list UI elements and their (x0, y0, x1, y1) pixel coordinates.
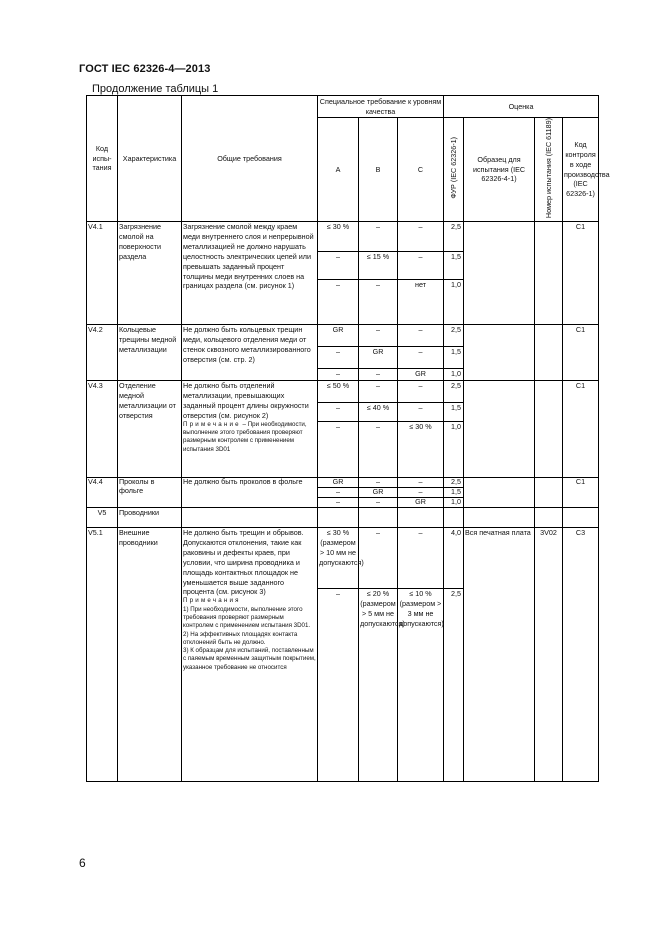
v41-r3-b: – (359, 280, 398, 325)
v51-r2-b: ≤ 20 % (размером > 5 мм не допускаются) (359, 589, 398, 782)
v44-characteristic: Проколы в фольге (118, 478, 182, 508)
v42-r2-fur: 1,5 (444, 347, 464, 369)
head-level-a: A (318, 118, 359, 222)
v41-requirement: Загрязнение смолой между краем меди внутреннего слоя и непрерывной металлизацией не должно нарушать целостность электрических цепей или превышать заданный процент толщины меди внутренних слоев на границах раздела (см. рисунок 1) (182, 222, 318, 325)
v43-r3-c: ≤ 30 % (398, 422, 444, 478)
v41-r3-fur: 1,0 (444, 280, 464, 325)
head-sample: Образец для испытания (IEC 62326-4-1) (464, 118, 535, 222)
v43-characteristic: Отделение медной металлизации от отверстия (118, 381, 182, 478)
v41-r3-c: нет (398, 280, 444, 325)
v51-r2-c: ≤ 10 % (размером > 3 мм не допускаются) (398, 589, 444, 782)
v42-r3-a: – (318, 369, 359, 381)
v43-note-title: Примечание (183, 420, 241, 428)
v51-note-3: 3) К образцам для испытаний, поставленным с паяемым временным защитным покрытием, указанное требование не относится (183, 647, 316, 671)
head-characteristic: Характеристика (118, 96, 182, 222)
v51-code: V5.1 (87, 528, 118, 782)
v42-r1-a: GR (318, 325, 359, 347)
v44-r3-fur: 1,0 (444, 498, 464, 508)
head-control: Код контроля в ходе производства (IEC 62326-1) (563, 118, 599, 222)
v43-code: V4.3 (87, 381, 118, 478)
v41-r2-b: ≤ 15 % (359, 252, 398, 280)
v43-r2-a: – (318, 403, 359, 422)
v51-note-2: 2) На эффективных площадях контакта отклонений быть не должно. (183, 630, 298, 646)
v43-r2-c: – (398, 403, 444, 422)
v44-control: C1 (563, 478, 599, 508)
v51-r1-c: – (398, 528, 444, 589)
document-title: ГОСТ IEC 62326-4—2013 (79, 63, 211, 75)
v42-r3-c: GR (398, 369, 444, 381)
head-level-c: C (398, 118, 444, 222)
v41-code: V4.1 (87, 222, 118, 325)
v41-r1-c: – (398, 222, 444, 252)
v42-r2-b: GR (359, 347, 398, 369)
v43-r1-c: – (398, 381, 444, 403)
v43-requirement (182, 381, 318, 478)
head-general: Общие требования (182, 96, 318, 222)
v42-r1-fur: 2,5 (444, 325, 464, 347)
v51-sample: Вся печатная плата (464, 528, 535, 782)
v44-r2-a: – (318, 488, 359, 498)
v44-code: V4.4 (87, 478, 118, 508)
v5-code: V5 (87, 508, 118, 528)
v42-r3-fur: 1,0 (444, 369, 464, 381)
head-code: Код испы-тания (87, 96, 118, 222)
v41-r2-c: – (398, 252, 444, 280)
v41-r3-a: – (318, 280, 359, 325)
v44-r3-a: – (318, 498, 359, 508)
v51-requirement-text: Не должно быть трещин и обрывов. Допускаются отклонения, такие как раковины и дефекты краев, при условии, что ширина проводника и площадь контактных площадок не уменьшается выше заданного процента (см. рисунок 3) (183, 528, 304, 597)
v43-r3-fur: 1,0 (444, 422, 464, 478)
v44-r1-a: GR (318, 478, 359, 488)
head-fur: ФУР (IEC 62326-1) (449, 137, 459, 199)
head-test-no: Номер испытания (IEC 61189) (544, 118, 554, 219)
v42-r2-a: – (318, 347, 359, 369)
v51-control: C3 (563, 528, 599, 782)
v51-r1-fur: 4,0 (444, 528, 464, 589)
v51-r1-b: – (359, 528, 398, 589)
v41-r1-b: – (359, 222, 398, 252)
v51-note-1: 1) При необходимости, выполнение этого требования проверяют размерным контролем с применением испытания 3D01. (183, 605, 311, 630)
v43-r3-b: – (359, 422, 398, 478)
v43-control: C1 (563, 381, 599, 478)
page-number: 6 (79, 856, 86, 870)
v51-r1-a: ≤ 30 % (размером > 10 мм не допускаются) (318, 528, 359, 589)
v44-r1-c: – (398, 478, 444, 488)
v51-requirement (182, 528, 318, 782)
v44-requirement: Не должно быть проколов в фольге (182, 478, 318, 508)
v51-r2-a: – (318, 589, 359, 782)
v41-r2-a: – (318, 252, 359, 280)
v43-r1-b: – (359, 381, 398, 403)
v44-r2-b: GR (359, 488, 398, 498)
v41-r1-fur: 2,5 (444, 222, 464, 252)
v43-r3-a: – (318, 422, 359, 478)
v41-control: C1 (563, 222, 599, 325)
v51-r2-fur: 2,5 (444, 589, 464, 782)
v42-control: C1 (563, 325, 599, 381)
v41-r1-a: ≤ 30 % (318, 222, 359, 252)
v43-r1-a: ≤ 50 % (318, 381, 359, 403)
v42-r3-b: – (359, 369, 398, 381)
v42-code: V4.2 (87, 325, 118, 381)
v51-test-no: 3V02 (535, 528, 563, 782)
v5-characteristic: Проводники (118, 508, 182, 528)
v51-characteristic: Внешние проводники (118, 528, 182, 782)
v43-r2-b: ≤ 40 % (359, 403, 398, 422)
v44-r2-fur: 1,5 (444, 488, 464, 498)
v44-r2-c: – (398, 488, 444, 498)
v43-note-text: – При необходимости, выполнение этого требования проверяют размерным контролем с применением испытания 3D01 (183, 420, 307, 453)
v42-requirement: Не должно быть кольцевых трещин меди, кольцевого отделения меди от стенок сквозного металлизированного отверстия (см. стр. 2) (182, 325, 318, 381)
v41-r2-fur: 1,5 (444, 252, 464, 280)
v42-r1-b: – (359, 325, 398, 347)
v42-r1-c: – (398, 325, 444, 347)
v51-note-title: Примечания (183, 597, 241, 605)
v44-r1-b: – (359, 478, 398, 488)
v42-r2-c: – (398, 347, 444, 369)
head-evaluation: Оценка (444, 96, 599, 118)
v44-r3-b: – (359, 498, 398, 508)
v44-r1-fur: 2,5 (444, 478, 464, 488)
v42-characteristic: Кольцевые трещины медной металлизации (118, 325, 182, 381)
v43-r1-fur: 2,5 (444, 381, 464, 403)
v44-r3-c: GR (398, 498, 444, 508)
table-continuation-label: Продолжение таблицы 1 (92, 83, 219, 95)
head-level-b: B (359, 118, 398, 222)
head-special: Специальное требование к уровням качества (318, 96, 444, 118)
v41-characteristic: Загрязнение смолой на поверхности раздела (118, 222, 182, 325)
requirements-table (86, 95, 610, 782)
v43-r2-fur: 1,5 (444, 403, 464, 422)
v43-requirement-text: Не должно быть отделений металлизации, превышающих заданный процент длины окружности отверстия (см. рисунок 2) (183, 381, 309, 420)
